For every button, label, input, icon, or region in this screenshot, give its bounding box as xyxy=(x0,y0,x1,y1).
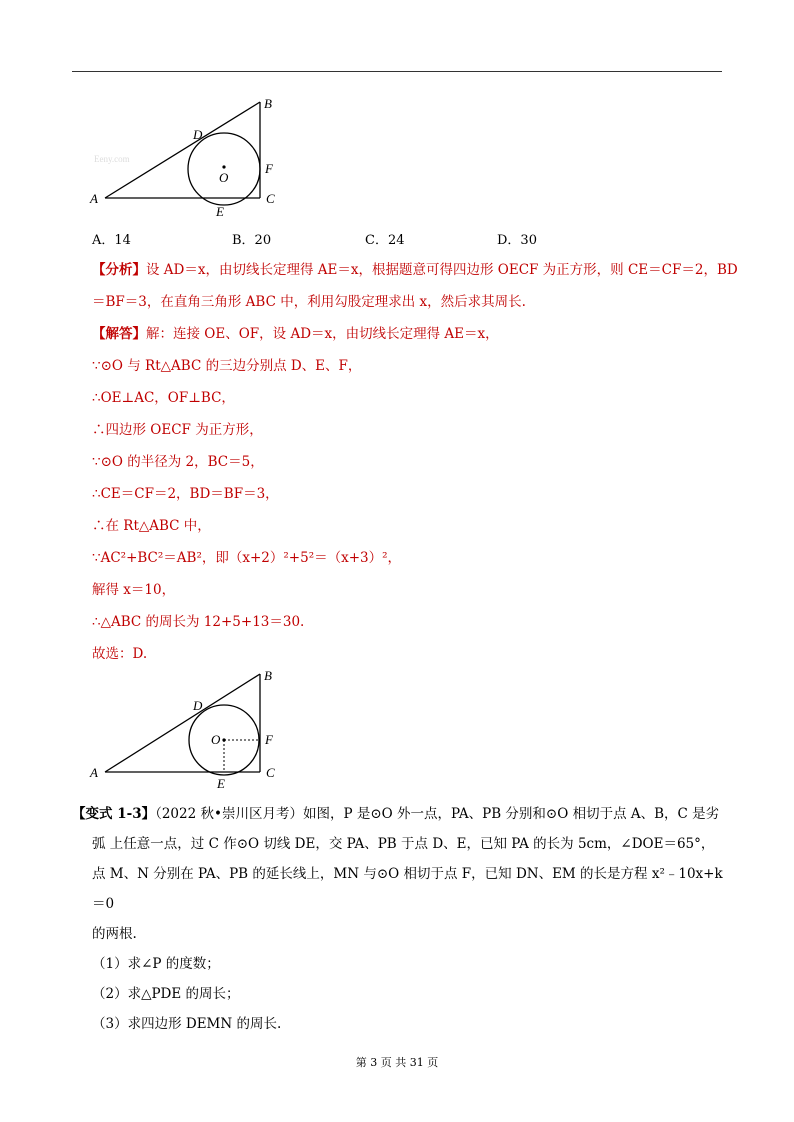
solution-line-3: ∴OE⊥AC，OF⊥BC， xyxy=(92,390,235,406)
variant-line-4: 的两根. xyxy=(92,926,137,942)
option-c: C．24 xyxy=(365,233,405,248)
option-b: B．20 xyxy=(232,233,272,248)
analysis-text-2: ＝BF＝3，在直角三角形 ABC 中，利用勾股定理求出 x，然后求其周长. xyxy=(92,294,526,310)
watermark: Eeny.com xyxy=(94,154,130,164)
solution-text-1: 解：连接 OE、OF，设 AD＝x，由切线长定理得 AE＝x， xyxy=(146,326,499,342)
figure-triangle-incircle xyxy=(88,92,298,224)
question-2: （2）求△PDE 的周长； xyxy=(92,986,240,1002)
solution-line-4: ∴四边形 OECF 为正方形， xyxy=(92,422,263,438)
label-b-2: B xyxy=(264,668,272,683)
side-ab xyxy=(105,102,260,198)
question-3: （3）求四边形 DEMN 的周长. xyxy=(92,1016,282,1032)
solution-line-11: 故选：D. xyxy=(92,646,148,662)
variant-line-3: 点 M、N 分别在 PA、PB 的延长线上，MN 与⊙O 相切于点 F，已知 DN、EM 的长是方程 x²﹣10x+k＝0 xyxy=(92,866,723,912)
variant-line-1 xyxy=(72,799,732,829)
question-1: （1）求∠P 的度数； xyxy=(92,956,220,972)
incircle xyxy=(188,133,260,205)
label-o-2: O xyxy=(211,732,221,747)
analysis-tag: 【分析】 xyxy=(92,262,146,278)
side-ab-2 xyxy=(105,674,260,772)
analysis-line-2 xyxy=(92,292,526,312)
analysis-text-1: 设 AD＝x，由切线长定理得 AE＝x，根据题意可得四边形 OECF 为正方形，则 CE＝CF＝2，BD xyxy=(146,262,738,278)
figure-triangle-incircle-square xyxy=(88,664,298,790)
label-a-2: A xyxy=(90,765,98,780)
label-a: A xyxy=(90,191,98,206)
center-dot xyxy=(222,165,225,168)
answer-options xyxy=(92,229,692,249)
option-d: D．30 xyxy=(497,233,537,248)
solution-line-7: ∴在 Rt△ABC 中， xyxy=(92,518,211,534)
variant-source: （2022 秋•崇川区月考） xyxy=(155,806,303,822)
variant-line-2: 弧 上任意一点，过 C 作⊙O 切线 DE，交 PA、PB 于点 D、E，已知 PA 的长为 5cm，∠DOE＝65°， xyxy=(92,836,715,852)
page-footer: 第 3 页 共 31 页 xyxy=(355,1056,439,1069)
label-d: D xyxy=(193,127,203,142)
figure-1-svg xyxy=(88,92,298,224)
label-c-2: C xyxy=(266,765,275,780)
label-e: E xyxy=(216,204,224,219)
solution-tag: 【解答】 xyxy=(92,326,146,342)
label-d-2: D xyxy=(193,698,203,713)
solution-line-9: 解得 x＝10， xyxy=(92,582,176,598)
solution-line-10: ∴△ABC 的周长为 12+5+13＝30. xyxy=(92,614,305,630)
solution-line-5: ∵⊙O 的半径为 2，BC＝5， xyxy=(92,454,264,470)
label-b: B xyxy=(264,96,272,111)
analysis-line-1 xyxy=(92,260,738,280)
solution-line-2: ∵⊙O 与 Rt△ABC 的三边分别点 D、E、F， xyxy=(92,358,362,374)
label-f-2: F xyxy=(265,732,273,747)
label-e-2: E xyxy=(217,776,225,790)
variant-tag: 【变式 1-3】 xyxy=(72,806,156,822)
figure-2-svg xyxy=(88,664,298,790)
solution-line-6: ∴CE＝CF＝2，BD＝BF＝3， xyxy=(92,486,279,502)
variant-text-1: 如图，P 是⊙O 外一点，PA、PB 分别和⊙O 相切于点 A、B，C 是劣 xyxy=(302,806,720,822)
solution-line-8: ∵AC²+BC²＝AB²，即（x+2）²+5²＝（x+3）²， xyxy=(92,550,402,566)
label-f: F xyxy=(265,161,273,176)
solution-line-1 xyxy=(92,324,499,344)
label-o: O xyxy=(219,170,229,185)
label-c: C xyxy=(266,191,275,206)
variant-problem xyxy=(72,799,732,1039)
header-rule xyxy=(72,71,722,72)
option-a: A．14 xyxy=(92,233,131,248)
